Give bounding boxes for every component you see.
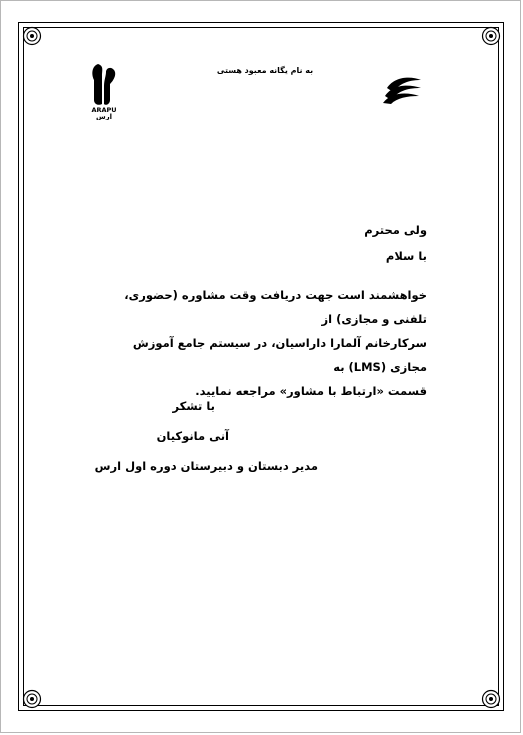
salutation: ولی محترم — [364, 223, 427, 237]
school-logo-icon — [84, 62, 124, 120]
signer-name: آنی مانوکیان — [156, 429, 229, 443]
logo-latin-text: ARAPU — [91, 106, 117, 114]
brand-logo-icon — [381, 74, 425, 104]
closing: با تشکر — [172, 399, 215, 413]
corner-ornament-icon — [481, 689, 501, 709]
corner-ornament-icon — [22, 26, 42, 46]
logo-persian-text: ارس — [95, 113, 113, 120]
letter-body — [107, 283, 427, 403]
letter-body-line: خواهشمند است جهت دریافت وقت مشاوره (حضوری، تلفنی و مجازی) از — [124, 288, 427, 326]
header-invocation: به نام یگانه معبود هستی — [216, 66, 314, 75]
greeting: با سلام — [385, 249, 427, 263]
corner-ornament-icon — [22, 689, 42, 709]
corner-ornament-icon — [481, 26, 501, 46]
signer-title: مدیر دبستان و دبیرستان دوره اول ارس — [94, 459, 318, 473]
letter-body-line: قسمت «ارتباط با مشاور» مراجعه نمایید. — [195, 384, 427, 398]
letter-body-line: سرکارخانم آلمارا داراسیان، در سیستم جامع آموزش مجازی (LMS) به — [132, 336, 427, 374]
